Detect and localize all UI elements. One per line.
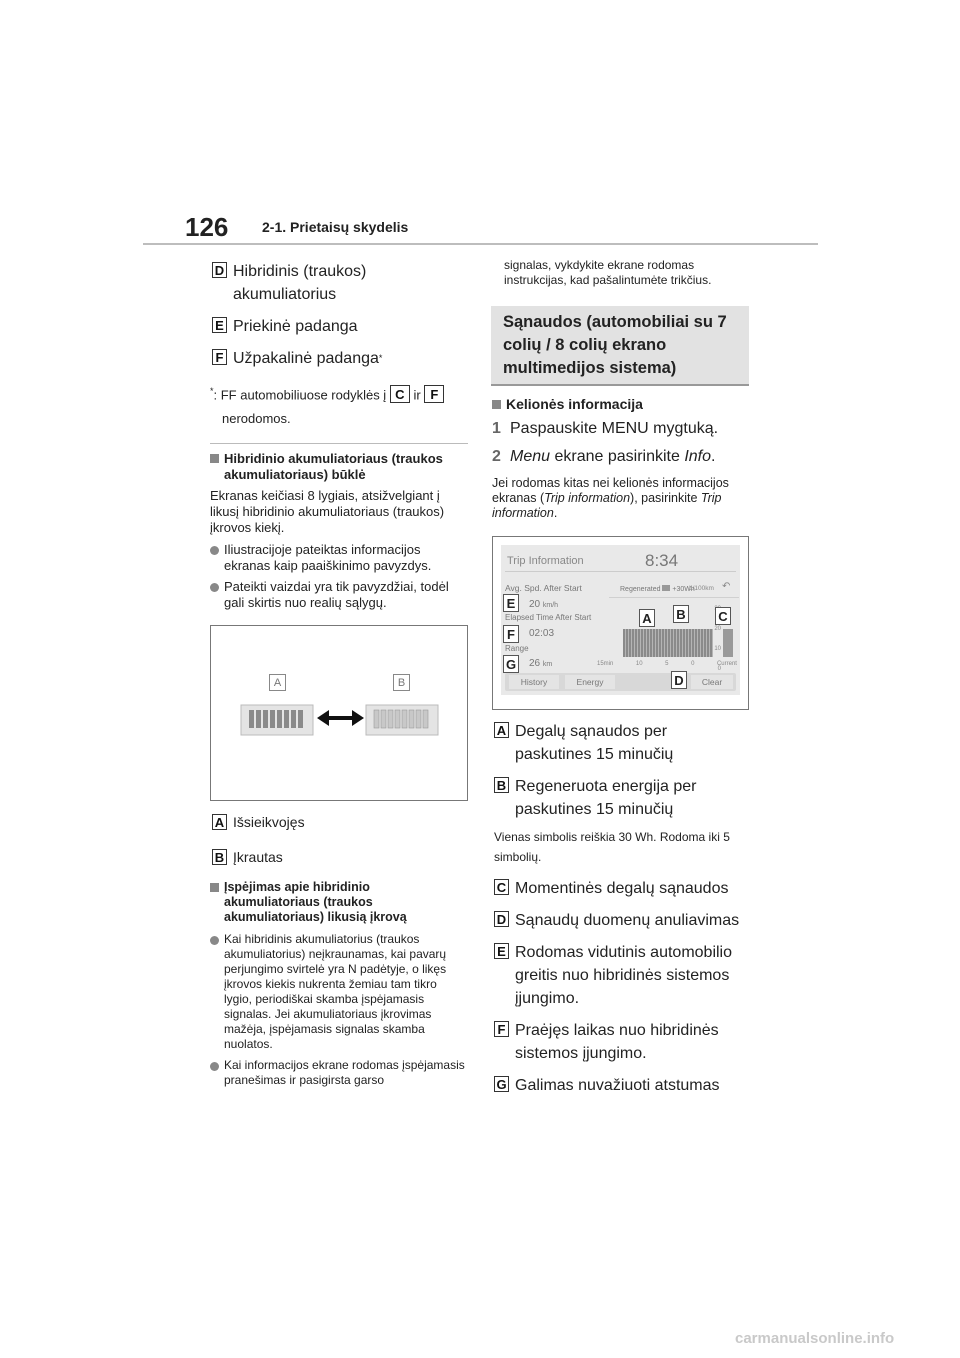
step-2-tail: . [711,448,716,465]
key-e: E [212,317,227,333]
screen-title: Trip Information [507,555,584,567]
screen-label-g: G [503,655,519,673]
battery-figure [210,625,468,801]
legend-a-text: Išsieikvojęs [233,814,305,830]
legend-right-g [494,1074,749,1097]
hybrid-bullet-1 [210,542,468,574]
circle-bullet-icon [210,583,219,592]
legend-right-e [494,941,749,1010]
fuel-history-bars [623,629,713,657]
y-axis-ticks: 20 10 0 [714,626,721,672]
section-rule-1 [210,443,468,444]
figure-label-b: B [393,674,410,691]
screen-divider [505,571,736,572]
screen-label-d: D [671,671,687,689]
footnote-key-c: C [390,385,410,403]
key-a: A [494,722,509,738]
battery-illustration [211,626,467,800]
legend-right-d-text: Sąnaudų duomenų anuliavimas [515,912,740,929]
legend-right-f-text: Praėjęs laikas nuo hibridinės sistemos įjungimo. [515,1022,719,1062]
legend-b [212,847,462,867]
step-1-number: 1 [492,420,501,437]
legend-b-text: Įkrautas [233,849,283,865]
trip-note-post: . [553,506,558,520]
key-f: F [494,1021,509,1037]
warning-bullet-2 [210,1058,468,1088]
back-arrow-icon[interactable]: ↶ [722,581,731,592]
continuation-text: signalas, vykdykite ekrane rodomas instrukcijas, kad pašalintumėte trikčius. [504,258,712,287]
page-number: 126 [185,212,229,242]
graph-top-line [609,597,739,598]
legend-ab [212,812,462,867]
legend-right-d [494,909,749,932]
key-c: C [494,879,509,895]
item-d-text: Hibridinis (traukos) akumuliatorius [233,263,367,303]
watermark: carmanualsonline.info [735,1330,895,1347]
screen-label-c: C [715,607,731,625]
hybrid-bullet-2 [210,579,468,611]
circle-bullet-icon [210,1062,219,1071]
range-label: Range [505,644,529,653]
legend-right-a [494,720,749,766]
screen-label-a: A [639,609,655,627]
unit-label: L/100km [689,585,714,592]
trip-note-italic-2: Trip information [492,491,722,520]
regen-label: Regenerated +30Wh [620,586,695,593]
item-d [212,260,462,306]
circle-bullet-icon [210,936,219,945]
elapsed-label: Elapsed Time After Start [505,613,592,622]
warning-section [210,880,468,1088]
item-f [212,347,462,370]
legend-right-b [494,775,749,821]
section-title: 2-1. Prietaisų skydelis [262,219,409,235]
trip-note [492,476,750,521]
consumption-box-title: Sąnaudos (automobiliai su 7 colių / 8 colių ekrano multimedijos sistema) [491,306,749,386]
key-b: B [212,849,227,865]
history-button[interactable]: History [509,675,559,689]
step-2-info: Info [684,448,712,465]
header-rule [143,243,818,245]
footnote-mark: * [210,386,214,396]
warning-bullet-2-text: Kai informacijos ekrane rodomas įspėjamasis pranešimas ir pasigirsta garso [224,1058,465,1087]
trip-section [492,396,750,521]
footnote-post: nerodomos. [222,411,291,427]
legend-b-note: Vienas simbolis reiškia 30 Wh. Rodoma iki 5 simbolių. [494,830,730,864]
square-bullet-icon [210,883,219,892]
screen-label-b: B [673,605,689,623]
current-consumption-bar [723,629,733,657]
hybrid-status-section [210,451,468,611]
footnote-key-f: F [424,385,444,403]
step-1 [492,418,750,440]
elapsed-value: 02:03 [529,628,555,639]
left-top-items [212,260,462,370]
footnote-pre: : FF automobiliuose rodyklės į [213,387,387,403]
screen-clock: 8:34 [645,551,679,570]
screen-label-e: E [503,594,519,612]
energy-button[interactable]: Energy [565,675,615,689]
trip-heading: Kelionės informacija [506,396,643,412]
x-axis-ticks: 15min 10 5 0 Current [597,661,737,667]
clear-button[interactable]: Clear [691,675,733,689]
trip-screen [501,545,740,695]
avg-speed-label: Avg. Spd. After Start [505,583,582,593]
avg-speed-value: 20 km/h [529,599,559,610]
range-value: 26 km [529,658,553,669]
item-f-text: Užpakalinė padanga [233,350,379,367]
key-a: A [212,814,227,830]
legend-right-e-text: Rodomas vidutinis automobilio greitis nuo hibridinės sistemos įjungimo. [515,944,732,1007]
circle-bullet-icon [210,546,219,555]
step-2-number: 2 [492,448,501,465]
footnote-mid: ir [413,387,421,403]
legend-right-b-text: Regeneruota energija per paskutines 15 minučių [515,778,697,818]
hybrid-bullet-1-text: Iliustracijoje pateiktas informacijos ekranas kaip paaiškinimo pavyzdys. [224,542,432,573]
warning-bullet-1 [210,932,468,1052]
step-2-text: ekrane pasirinkite [550,448,685,465]
item-e [212,315,462,338]
key-e: E [494,943,509,959]
screen-label-f: F [503,625,519,643]
square-bullet-icon [492,400,501,409]
right-legend [494,720,749,1097]
item-f-sup: * [378,353,383,363]
trip-note-pre: Jei rodomas kitas nei kelionės informacijos ekranas ( [492,476,729,505]
hybrid-status-title: Hibridinio akumuliatoriaus (traukos akumuliatoriaus) būklė [224,451,443,482]
trip-note-mid: ), pasirinkite [630,491,701,505]
legend-right-f [494,1019,749,1065]
warning-title: Įspėjimas apie hibridinio akumuliatoriaus (traukos akumuliatoriaus) likusią įkrovą [224,880,407,924]
key-d: D [212,262,227,278]
legend-right-g-text: Galimas nuvažiuoti atstumas [515,1077,720,1094]
trip-note-italic: Trip information [544,491,631,505]
legend-right-a-text: Degalų sąnaudos per paskutines 15 minučių [515,723,674,763]
hybrid-status-title-row [210,451,468,483]
trip-heading-row [492,396,750,412]
item-e-text: Priekinė padanga [233,318,358,335]
legend-right-c [494,877,749,900]
legend-a [212,812,462,832]
key-b: B [494,777,509,793]
step-1-text: Paspauskite MENU mygtuką. [510,420,719,437]
warning-bullet-1-text: Kai hibridinis akumuliatorius (traukos akumuliatorius) neįkraunamas, kai pavarų perjungimo svirtelė yra N padėtyje, o likęs įkrovos kiekis nukrenta žemiau tam tikro lygio, periodiškai skamba įspėjamasis signalas. Jei akumuliatoriaus įkrovimas mažėja, įspėjamasis signalas skamba nuolatos. [224,932,447,1051]
key-g: G [494,1076,509,1092]
hybrid-bullet-2-text: Pateikti vaizdai yra tik pavyzdžiai, todėl gali skirtis nuo realių sąlygų. [224,579,449,610]
legend-right-c-text: Momentinės degalų sąnaudos [515,880,729,897]
step-2-menu: Menu [510,448,551,465]
hybrid-status-body: Ekranas keičiasi 8 lygiais, atsižvelgiant į likusį hibridinio akumuliatoriaus (traukos) įkrovos kiekį. [210,488,445,535]
figure-label-a: A [269,674,286,691]
key-f: F [212,349,227,365]
step-2 [492,446,750,468]
trip-screen-figure [492,536,749,710]
key-d: D [494,911,509,927]
square-bullet-icon [210,454,219,463]
footnote [210,382,468,428]
warning-title-row [210,880,468,925]
